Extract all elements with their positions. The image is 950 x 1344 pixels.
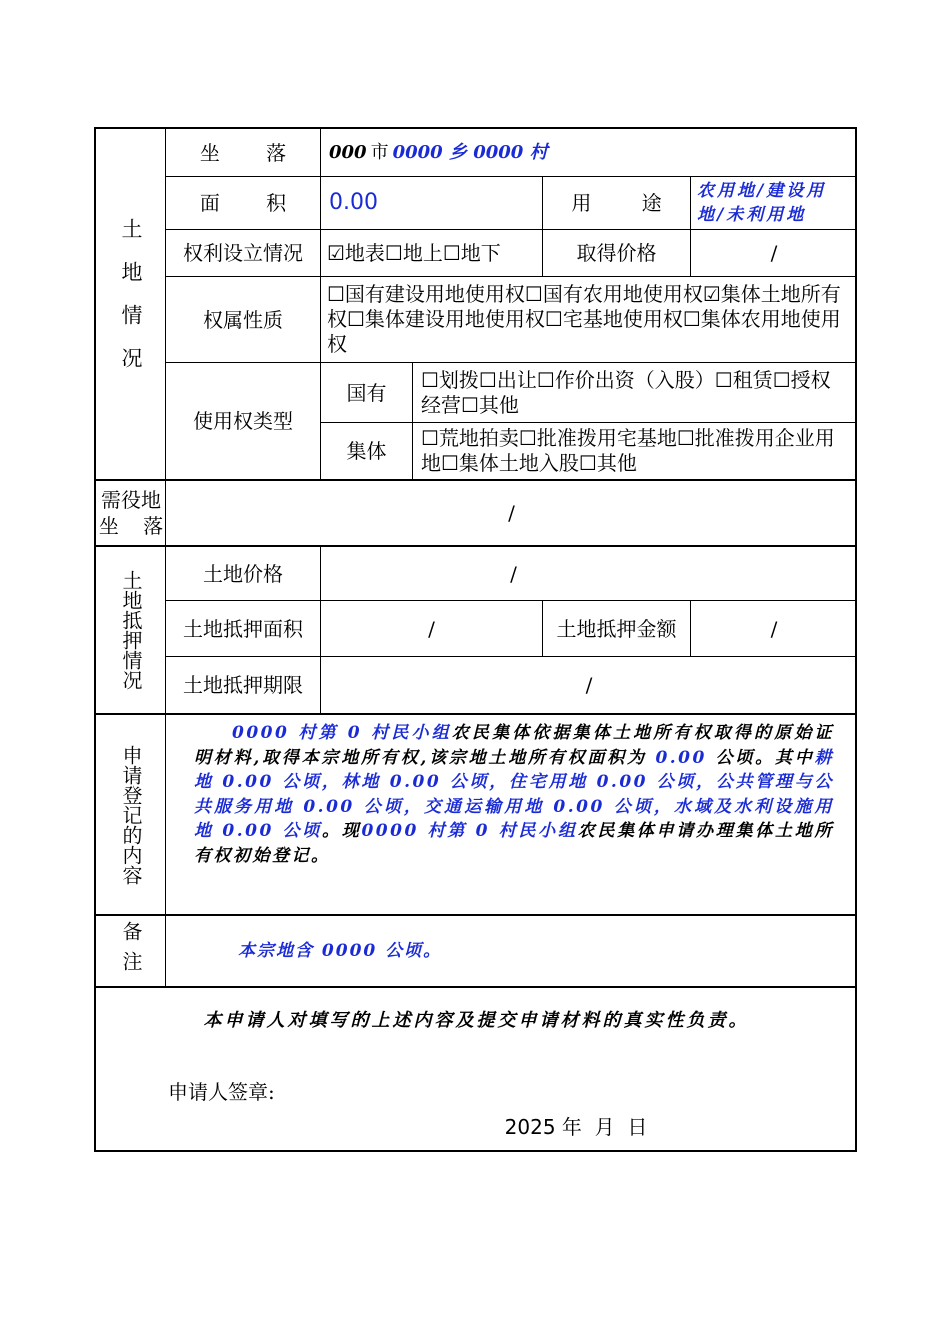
declaration-statement: 本申请人对填写的上述内容及提交申请材料的真实性负责。 [203,1010,750,1031]
location-label: 坐 落 [199,140,287,165]
use-type-state-label-cell [321,363,412,422]
land-section-header [96,129,166,479]
mortgage-area-label: 土地抵押面积 [183,616,303,641]
mortgage-term-label: 土地抵押期限 [183,673,303,697]
price-value: / [770,241,778,265]
mortgage-area-label-cell [166,601,320,656]
area-value: 0.00 [329,190,378,215]
ownership-label-cell [166,277,320,362]
remarks-value-cell [166,916,857,986]
ownership-label: 权属性质 [203,307,283,332]
servient-value: / [508,501,515,525]
remarks-value: 本宗地含 0000 公顷。 [238,941,443,961]
servient-value-cell [166,481,857,545]
use-type-label-cell [166,363,320,479]
land-price-label-cell [166,547,320,600]
right-setup-label: 权利设立情况 [183,241,303,265]
application-text-8: 农民集体申请办理集体土地所有权初始登记。 [194,821,835,866]
area-label: 面 积 [199,191,287,215]
ownership-value: ☐国有建设用地使用权☐国有农用地使用权☑集体土地所有权☐集体建设用地使用权☐宅基地使用权☐集体农用地使用权 [327,282,841,356]
mortgage-amount-label-cell [543,601,690,656]
area-label-cell [166,177,320,229]
mortgage-area-value: / [428,616,435,641]
land-price-label: 土地价格 [203,561,283,586]
location-rest: 0000 乡 0000 村 [392,141,548,163]
application-content-cell [194,721,834,901]
servient-label-line1: 需役地 [101,488,161,512]
use-type-collective-label-cell [321,423,412,479]
signature-label: 申请人签章: [168,1080,275,1104]
mortgage-term-value: / [585,673,593,697]
mortgage-header-cell [96,547,166,713]
date-value: 2025 年 月 日 [504,1115,648,1139]
mortgage-amount-label: 土地抵押金额 [556,616,677,641]
mortgage-header: 土地抵押情况 [119,570,143,690]
mortgage-term-value-cell [321,657,857,713]
use-type-state-label: 国有 [346,380,387,405]
declaration-statement-cell [96,1001,857,1041]
location-value-cell [321,129,857,176]
land-price-value-cell [321,547,706,600]
ownership-value-cell [321,277,857,362]
mortgage-area-value-cell [321,601,542,656]
area-value-cell [321,177,542,229]
right-setup-value-cell [321,230,542,276]
mortgage-amount-value: / [770,616,778,641]
servient-label-cell [96,481,166,545]
use-type-collective-value: ☐荒地拍卖☐批准拨用宅基地☐批准拨用企业用地☐集体土地入股☐其他 [421,426,835,475]
use-type-state-value: ☐划拨☐出让☐作价出资（入股）☐租赁☐授权经营☐其他 [421,367,831,417]
location-city-suffix: 市 [370,141,389,163]
use-type-collective-label: 集体 [346,439,387,463]
mortgage-term-label-cell [166,657,320,713]
application-text-4: 公顷。其中 [715,747,815,768]
remarks-header: 备注 [119,921,143,981]
application-group-1: 0000 村第 0 村民小组 [232,723,452,743]
application-area: 0.00 [646,747,716,768]
application-group-2: 0000 村第 0 村民小组 [361,821,578,841]
application-breakdown: 耕地 0.00 公顷，林地 0.00 公顷，住宅用地 0.00 公顷，公共管理与公共服务用地 0.00 公顷，交通运输用地 0.00 公顷，水域及水利设施用地 0.00 公顷 [194,747,834,841]
usage-value-cell [691,177,857,229]
price-value-cell [691,230,857,276]
signature-cell [160,1074,460,1110]
usage-label: 用 途 [571,191,662,215]
use-type-collective-value-cell [413,423,857,479]
application-header: 申请登记的内容 [119,744,143,885]
use-type-label: 使用权类型 [193,409,293,433]
usage-value: 农用地/建设用地/未利用地 [697,181,827,225]
location-label-cell [166,129,320,176]
application-header-cell [96,715,166,914]
location-city: 000 [329,141,367,163]
land-price-value: / [510,561,517,586]
application-text-6: 。现 [321,821,362,841]
remarks-header-cell [96,916,166,986]
date-cell [426,1109,726,1145]
mortgage-amount-value-cell [691,601,857,656]
right-setup-label-cell [166,230,320,276]
usage-label-cell [543,177,690,229]
right-setup-value: ☑地表☐地上☐地下 [327,241,501,265]
price-label-cell [543,230,690,276]
land-registration-form [94,127,857,1152]
land-section-header-text: 土地情况 [119,218,143,390]
price-label: 取得价格 [576,241,657,265]
servient-label-line2: 坐 落 [98,514,164,538]
application-text [194,721,834,868]
application-text-2: 农民集体依据集体土地所有权取得的原始证明材料,取得本宗地所有权,该宗地土地所有权面积为 [194,723,834,768]
use-type-state-value-cell [413,363,857,422]
